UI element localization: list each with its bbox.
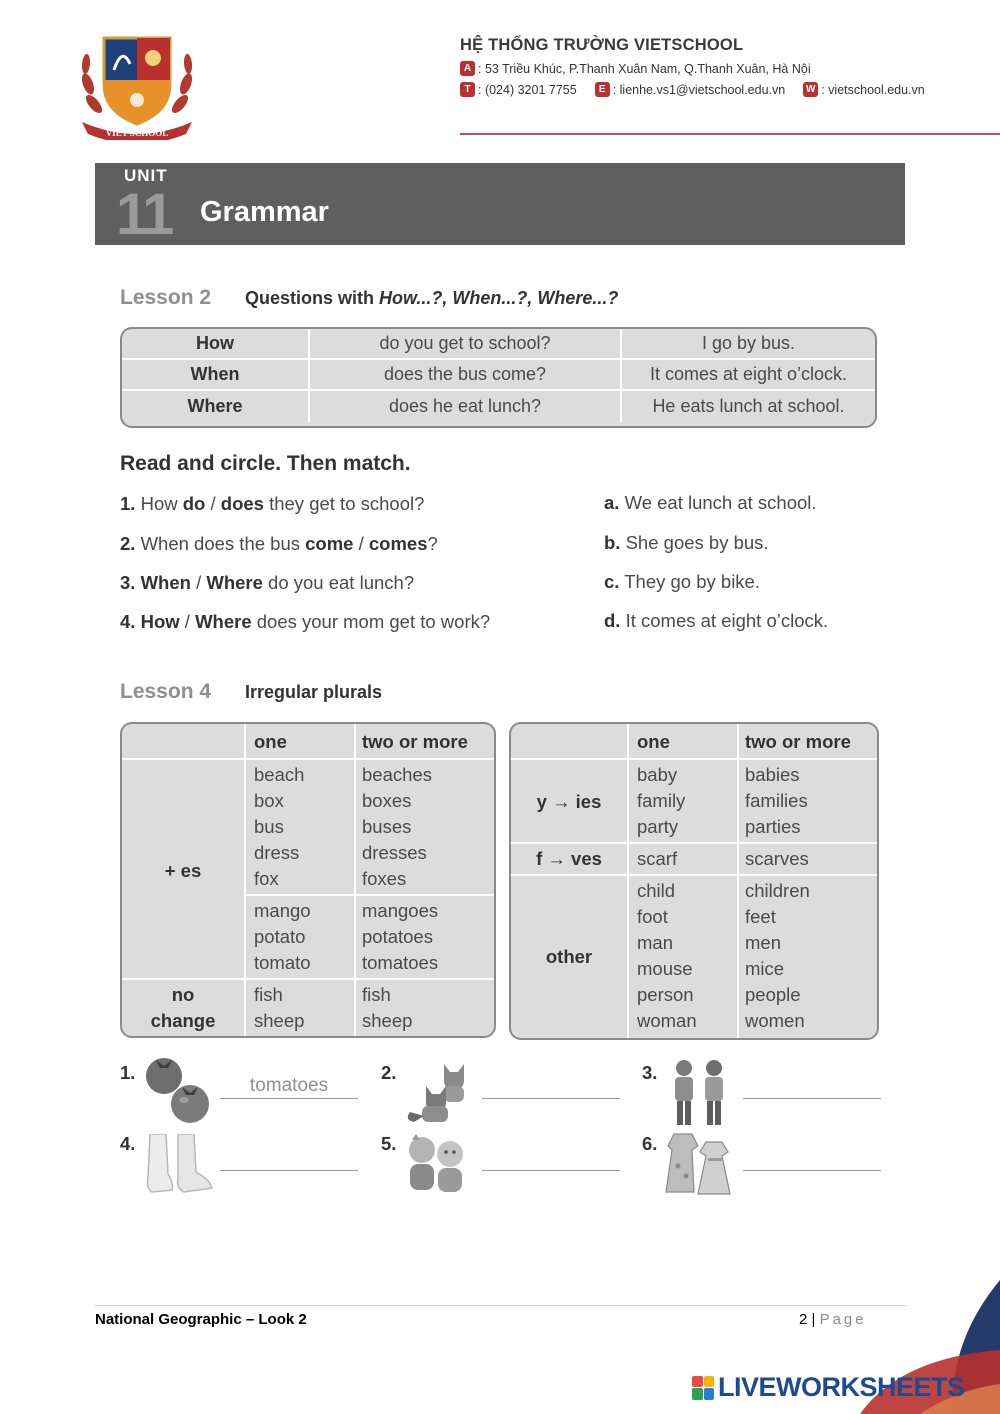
plural-list [745,878,810,1034]
singular-word: fox [254,868,279,889]
option-separator: / [205,493,221,514]
liveworksheets-brand: LIVEWORKSHEETS [718,1372,965,1402]
plural-word: buses [362,816,412,837]
unit-title: Grammar [200,196,329,228]
school-website[interactable]: : vietschool.edu.vn [821,82,925,97]
dresses-icon [664,1132,734,1198]
answer-letter: b. [604,532,621,553]
question-number: 4. [120,611,136,632]
singular-word: woman [637,1010,697,1031]
plural-word: parties [745,816,801,837]
singular-list [254,898,311,976]
answer-line [220,1170,358,1171]
column-header-one: one [637,731,670,752]
plural-word: families [745,790,808,811]
question-text: ? [427,533,438,554]
school-logo [74,24,200,140]
table-row [122,329,875,360]
answer-text: We eat lunch at school. [619,492,817,513]
question-word-table [120,327,877,428]
singular-word: man [637,932,673,953]
children-icon [404,1134,470,1196]
plural-word: foxes [362,868,407,889]
plural-word: fish [362,984,391,1005]
plural-word: people [745,984,801,1005]
liveworksheets-icon [692,1376,714,1400]
answer-line [482,1098,620,1099]
plural-word: babies [745,764,800,785]
plural-list [362,898,438,976]
answer-letter: d. [604,610,621,631]
singular-word: tomato [254,952,311,973]
school-info [460,36,925,97]
lesson2-number: Lesson 2 [120,286,212,309]
circle-option-1[interactable]: do [182,493,206,514]
question-text: does he eat lunch? [310,391,622,422]
singular-word: mouse [637,958,693,979]
circle-option-2[interactable]: does [220,493,264,514]
question-number: 1. [120,493,136,514]
web-icon: W [803,82,818,97]
question-3 [120,572,414,594]
unit-number: 11 [116,182,172,247]
singular-word: baby [637,764,678,785]
match-answer-b[interactable] [604,532,769,554]
men-icon [668,1058,732,1128]
singular-word: mango [254,900,311,921]
singular-word: fish [254,984,283,1005]
picture-item-number: 3. [642,1062,658,1083]
plural-word: potatoes [362,926,433,947]
plurals-table-right [509,722,879,1040]
plural-word: mangoes [362,900,439,921]
picture-item-number: 5. [381,1133,397,1154]
lesson2-heading [120,286,618,310]
plural-word: scarves [745,848,809,869]
question-2 [120,533,438,555]
circle-option-1[interactable]: come [305,533,354,554]
circle-option-1[interactable]: When [140,572,191,593]
answer-text: They go by bike. [619,571,760,592]
option-separator: / [353,533,369,554]
singular-word: foot [637,906,668,927]
singular-word: sheep [254,1010,305,1031]
plural-word: dresses [362,842,427,863]
rule-label-y-ies: y → ies [536,791,602,812]
answer-line [220,1098,358,1099]
liveworksheets-logo [692,1372,965,1403]
singular-word: child [637,880,676,901]
page-number: 2 [799,1311,808,1328]
footer-book-title: National Geographic – Look 2 [95,1311,307,1328]
school-address: : 53 Triều Khúc, P.Thanh Xuân Nam, Q.Thanh Xuân, Hà Nội [478,61,811,76]
question-number: 3. [120,572,136,593]
circle-option-2[interactable]: Where [195,611,252,632]
question-text: How [135,493,183,514]
question-word: Where [122,391,310,422]
plural-word: women [745,1010,805,1031]
picture-item-number: 1. [120,1062,136,1083]
foxes-icon [404,1058,470,1126]
lesson4-heading [120,680,382,704]
circle-option-2[interactable]: comes [368,533,428,554]
exercise1-title: Read and circle. Then match. [120,452,411,475]
plural-word: feet [745,906,776,927]
lesson2-title-italic: How...?, When...?, Where...? [379,288,619,308]
singular-list [637,762,685,840]
lesson4-title: Irregular plurals [245,682,383,702]
answer-line [743,1098,881,1099]
column-header-two-or-more: two or more [362,731,468,752]
singular-word: party [637,816,679,837]
question-word: How [122,329,310,358]
plurals-table-left [120,722,496,1038]
question-text: do you get to school? [310,329,622,358]
plural-list [362,762,432,892]
page-word: Page [819,1311,867,1328]
plural-word: boxes [362,790,412,811]
logo-ribbon-text: VIET SCHOOL [105,128,169,138]
answer-text: It comes at eight o’clock. [649,364,848,384]
footer-page-number [799,1311,867,1328]
plural-word: children [745,880,810,901]
singular-word: scarf [637,848,678,869]
option-separator: / [179,611,196,632]
footer-divider [95,1305,907,1306]
rule-label-no-change [122,982,244,1034]
singular-word: beach [254,764,305,785]
question-1 [120,493,424,515]
plural-list [745,762,808,840]
school-address-line [460,61,925,76]
header-divider [460,133,1000,135]
question-text: does your mom get to work? [251,611,491,632]
unit-label: UNIT [124,166,168,185]
school-phone: : (024) 3201 7755 [478,82,577,97]
address-icon: A [460,61,475,76]
plural-word: tomatoes [362,952,439,973]
rule-label-other: other [545,946,593,967]
answer-line [482,1170,620,1171]
question-text: does the bus come? [310,360,622,389]
question-number: 2. [120,533,136,554]
match-answer-a[interactable] [604,492,817,514]
match-answer-c[interactable] [604,571,760,593]
picture-item-number: 4. [120,1133,136,1154]
phone-icon: T [460,82,475,97]
page-separator: | [807,1311,820,1328]
question-text: When does the bus [135,533,306,554]
question-text: they get to school? [263,493,425,514]
picture-item-number: 6. [642,1133,658,1154]
plural-word: men [745,932,781,953]
school-name: HỆ THỐNG TRƯỜNG VIETSCHOOL [460,36,744,54]
plural-word: beaches [362,764,432,785]
rule-label-es: + es [164,860,202,881]
lesson2-title-prefix: Questions with [245,288,380,308]
singular-word: person [637,984,694,1005]
email-icon: E [595,82,610,97]
question-word: When [122,360,310,389]
plural-word: sheep [362,1010,413,1031]
singular-list [637,878,697,1034]
singular-list [254,762,304,892]
singular-word: dress [254,842,300,863]
answer-text: He eats lunch at school. [652,396,845,416]
tomatoes-icon [142,1056,216,1124]
picture-item-number: 2. [381,1062,397,1083]
feet-icon [144,1134,216,1196]
circle-option-1[interactable]: How [140,611,180,632]
answer-input-1[interactable]: tomatoes [249,1075,329,1096]
rule-label-f-ves: f → ves [536,848,602,869]
question-text: do you eat lunch? [262,572,415,593]
option-separator: / [190,572,207,593]
answer-text: I go by bus. [701,333,796,353]
plural-word: mice [745,958,785,979]
plural-list [362,982,412,1034]
answer-letter: a. [604,492,620,513]
lesson4-number: Lesson 4 [120,680,212,703]
question-4 [120,611,490,633]
school-email[interactable]: : lienhe.vs1@vietschool.edu.vn [612,82,786,97]
match-answer-d[interactable] [604,610,828,632]
answer-text: It comes at eight o’clock. [620,610,829,631]
column-header-two-or-more: two or more [745,731,851,752]
school-contact-line [460,82,925,97]
lesson2-title [245,288,618,309]
table-row [122,391,875,422]
singular-word: family [637,790,686,811]
answer-letter: c. [604,571,620,592]
column-header-one: one [254,731,287,752]
circle-option-2[interactable]: Where [206,572,263,593]
singular-word: potato [254,926,306,947]
rule-label-line: change [150,1010,216,1031]
rule-label-line: no [171,984,195,1005]
singular-word: box [254,790,284,811]
singular-word: bus [254,816,284,837]
table-row [122,360,875,391]
singular-list [254,982,304,1034]
answer-text: She goes by bus. [620,532,769,553]
answer-line [743,1170,881,1171]
